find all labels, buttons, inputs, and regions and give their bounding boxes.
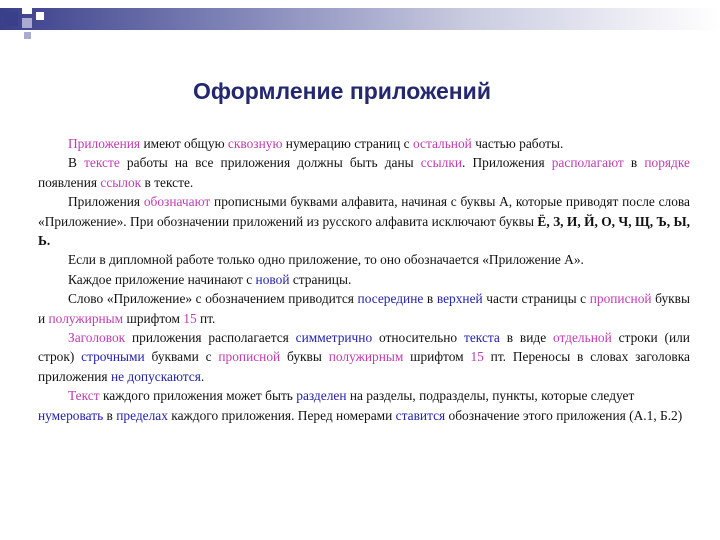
highlighted-term: обозначают bbox=[143, 194, 211, 210]
text-run: работы на все приложения должны быть даны bbox=[119, 155, 421, 171]
highlighted-term: отдельной bbox=[552, 330, 612, 346]
body-text bbox=[38, 134, 690, 425]
paragraph bbox=[38, 153, 690, 192]
highlighted-term: 15 bbox=[470, 349, 484, 365]
paragraph bbox=[38, 289, 690, 328]
text-run: В bbox=[68, 155, 85, 171]
paragraph bbox=[38, 386, 690, 425]
highlighted-term: текста bbox=[463, 330, 500, 346]
text-run: в bbox=[103, 407, 117, 423]
text-run: Ё, З, И, Й, О, Ч, Щ, Ъ, Ы, Ь. bbox=[38, 213, 690, 249]
highlighted-term: прописной bbox=[589, 291, 652, 307]
page-title: Оформление приложений bbox=[193, 78, 491, 104]
highlighted-term: тексте bbox=[84, 155, 120, 171]
paragraph bbox=[38, 328, 690, 386]
highlighted-term: порядке bbox=[644, 155, 690, 171]
text-run: шрифтом bbox=[403, 349, 471, 365]
text-run: обозначение этого приложения (А.1, Б.2) bbox=[445, 407, 683, 423]
highlighted-term: остальной bbox=[412, 136, 472, 151]
text-run: в виде bbox=[499, 330, 553, 346]
text-run: буквами с bbox=[144, 349, 219, 365]
text-run: Каждое приложение начинают с bbox=[68, 271, 256, 287]
highlighted-term: Заголовок bbox=[68, 330, 126, 346]
highlighted-term: Текст bbox=[68, 388, 100, 404]
paragraph bbox=[38, 192, 690, 250]
highlighted-term: нумеровать bbox=[38, 407, 104, 423]
text-run: . Приложения bbox=[462, 155, 552, 171]
paragraph bbox=[38, 250, 690, 269]
highlighted-term: не допускаются bbox=[110, 368, 201, 384]
text-run: буквы bbox=[280, 349, 329, 365]
highlighted-term: ссылки bbox=[420, 155, 463, 171]
text-run: относительно bbox=[372, 330, 464, 346]
highlighted-term: полужирным bbox=[328, 349, 404, 365]
paragraph bbox=[38, 270, 690, 289]
highlighted-term: пределах bbox=[116, 407, 168, 423]
text-run: Приложения bbox=[68, 194, 144, 210]
text-run: части страницы с bbox=[482, 291, 590, 307]
text-run: страницы. bbox=[289, 271, 352, 287]
highlighted-term: верхней bbox=[436, 291, 483, 307]
highlighted-term: сквозную bbox=[227, 136, 283, 151]
text-run: каждого приложения. Перед номерами bbox=[167, 407, 396, 423]
text-run: . bbox=[200, 368, 205, 384]
highlighted-term: 15 bbox=[183, 310, 197, 326]
highlighted-term: посередине bbox=[357, 291, 424, 307]
text-run: пт. Переносы в словах заголовка приложения bbox=[38, 349, 690, 384]
paragraph bbox=[38, 134, 690, 153]
highlighted-term: новой bbox=[255, 271, 290, 287]
highlighted-term: ссылок bbox=[100, 174, 142, 190]
text-run: прописными буквами алфавита, начиная с буквы А, которые приводят после слова «Приложение». При обозначении приложений из русского алфавита исключают буквы bbox=[38, 194, 691, 229]
text-run: в bbox=[423, 291, 437, 307]
text-run: строки (или строк) bbox=[38, 330, 690, 365]
highlighted-term: Приложения bbox=[68, 136, 141, 151]
header-gradient-bar bbox=[0, 8, 720, 30]
text-run: появления bbox=[38, 174, 101, 190]
highlighted-term: прописной bbox=[218, 349, 281, 365]
highlighted-term: полужирным bbox=[48, 310, 124, 326]
text-run: шрифтом bbox=[123, 310, 184, 326]
corner-squares-decoration bbox=[0, 0, 60, 48]
text-run: буквы и bbox=[38, 291, 690, 326]
text-run: пт. bbox=[196, 310, 216, 326]
highlighted-term: разделен bbox=[296, 388, 347, 404]
text-run: приложения располагается bbox=[125, 330, 296, 346]
text-run: нумерацию страниц с bbox=[282, 136, 413, 151]
text-run: в bbox=[623, 155, 645, 171]
text-run: на разделы, подразделы, пункты, которые следует bbox=[346, 388, 635, 404]
text-run: Если в дипломной работе только одно приложение, то оно обозначается «Приложение А». bbox=[68, 252, 584, 268]
highlighted-term: располагают bbox=[551, 155, 624, 171]
text-run: имеют общую bbox=[140, 136, 228, 151]
text-run: каждого приложения может быть bbox=[99, 388, 297, 404]
highlighted-term: ставится bbox=[395, 407, 446, 423]
highlighted-term: симметрично bbox=[295, 330, 373, 346]
text-run: в тексте. bbox=[141, 174, 194, 190]
highlighted-term: строчными bbox=[81, 349, 145, 365]
text-run: Слово «Приложение» с обозначением приводится bbox=[68, 291, 358, 307]
text-run: частью работы. bbox=[471, 136, 564, 151]
